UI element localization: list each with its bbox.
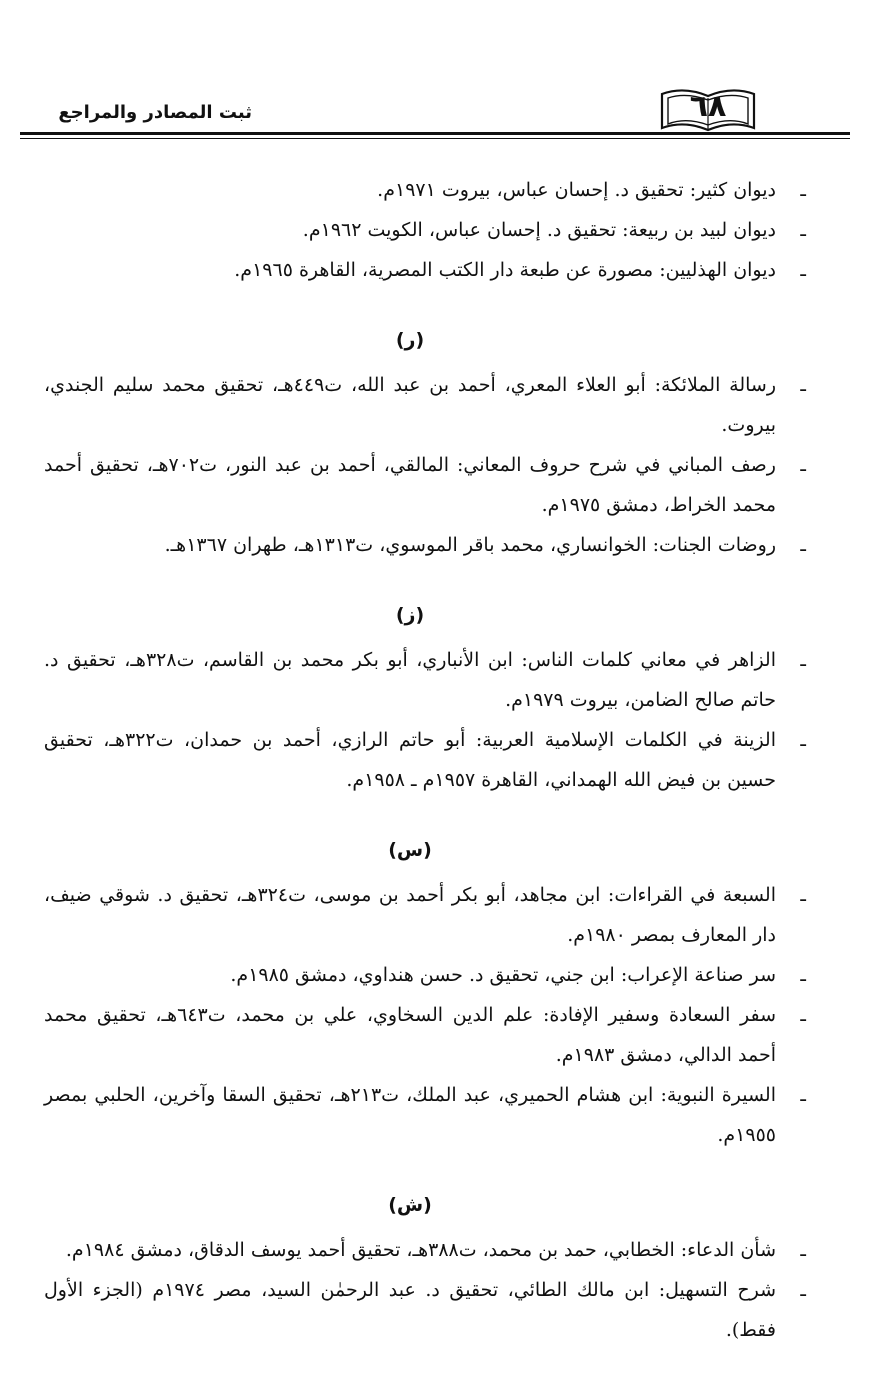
entry-text: شأن الدعاء: الخطابي، حمد بن محمد، ت٣٨٨هـ، تحقيق أحمد يوسف الدقاق، دمشق ١٩٨٤م.: [65, 1239, 776, 1261]
entry-text: الزينة في الكلمات الإسلامية العربية: أبو حاتم الرازي، أحمد بن حمدان، ت٣٢٢هـ، تحقيق حسين بن فيض الله الهمداني، القاهرة ١٩٥٧م ـ ١٩٥٨م.: [44, 729, 776, 791]
entry-text: الزاهر في معاني كلمات الناس: ابن الأنباري، أبو بكر محمد بن القاسم، ت٣٢٨هـ، تحقيق د. حاتم صالح الضامن، بيروت ١٩٧٩م.: [44, 649, 777, 711]
bullet-dash: ـ: [800, 534, 806, 556]
bullet-dash: ـ: [800, 259, 806, 281]
header-rule-thick: [20, 132, 850, 135]
entry-text: السبعة في القراءات: ابن مجاهد، أبو بكر أحمد بن موسى، ت٣٢٤هـ، تحقيق د. شوقي ضيف، دار المعارف بمصر ١٩٨٠م.: [44, 884, 776, 946]
entry-text: ديوان لبيد بن ربيعة: تحقيق د. إحسان عباس، الكويت ١٩٦٢م.: [302, 219, 776, 241]
section-heading-sin: (س): [388, 839, 432, 861]
bullet-dash: ـ: [800, 454, 806, 476]
list-item: [44, 445, 806, 525]
list-item: [44, 525, 806, 565]
section-heading-ra: (ر): [395, 329, 425, 351]
header-rule-thin: [20, 138, 850, 139]
bullet-dash: ـ: [800, 729, 806, 751]
entry-text: شرح التسهيل: ابن مالك الطائي، تحقيق د. عبد الرحمٰن السيد، مصر ١٩٧٤م (الجزء الأول فقط).: [44, 1279, 776, 1341]
entry-text: روضات الجنات: الخوانساري، محمد باقر الموسوي، ت١٣١٣هـ، طهران ١٣٦٧هـ.: [164, 534, 776, 556]
bullet-dash: ـ: [800, 374, 806, 396]
bullet-dash: ـ: [800, 219, 806, 241]
list-item: [44, 640, 806, 720]
section-heading-shin: (ش): [388, 1194, 432, 1216]
list-item: [44, 720, 806, 800]
list-item: [44, 365, 806, 445]
page-number: ٦٨: [689, 89, 727, 124]
list-item: [44, 250, 806, 290]
list-item: [44, 1230, 806, 1270]
list-item: [44, 170, 806, 210]
entry-text: ديوان الهذليين: مصورة عن طبعة دار الكتب المصرية، القاهرة ١٩٦٥م.: [234, 259, 776, 281]
bullet-dash: ـ: [800, 649, 806, 671]
entry-text: رصف المباني في شرح حروف المعاني: المالقي، أحمد بن عبد النور، ت٧٠٢هـ، تحقيق أحمد محمد الخراط، دمشق ١٩٧٥م.: [44, 454, 776, 516]
page-header: [20, 72, 850, 152]
bullet-dash: ـ: [800, 964, 806, 986]
list-item: [44, 1270, 806, 1350]
bullet-dash: ـ: [800, 1084, 806, 1106]
bullet-dash: ـ: [800, 179, 806, 201]
entry-text: ديوان كثير: تحقيق د. إحسان عباس، بيروت ١٩٧١م.: [377, 179, 776, 201]
bullet-dash: ـ: [800, 1004, 806, 1026]
bullet-dash: ـ: [800, 884, 806, 906]
running-title: ثبت المصادر والمراجع: [58, 102, 252, 123]
section-heading-zay: (ز): [395, 604, 425, 626]
list-item: [44, 210, 806, 250]
list-item: [44, 1075, 806, 1155]
bibliography-list: [44, 170, 806, 1350]
entry-text: رسالة الملائكة: أبو العلاء المعري، أحمد بن عبد الله، ت٤٤٩هـ، تحقيق محمد سليم الجندي، بيروت.: [44, 374, 776, 436]
page-number-badge: [658, 84, 758, 132]
entry-text: السيرة النبوية: ابن هشام الحميري، عبد الملك، ت٢١٣هـ، تحقيق السقا وآخرين، الحلبي بمصر ١٩٥٥م.: [44, 1084, 776, 1146]
list-item: [44, 875, 806, 955]
list-item: [44, 955, 806, 995]
entry-text: سفر السعادة وسفير الإفادة: علم الدين السخاوي، علي بن محمد، ت٦٤٣هـ، تحقيق محمد أحمد الدالي، دمشق ١٩٨٣م.: [44, 1004, 776, 1066]
list-item: [44, 995, 806, 1075]
entry-text: سر صناعة الإعراب: ابن جني، تحقيق د. حسن هنداوي، دمشق ١٩٨٥م.: [230, 964, 776, 986]
bullet-dash: ـ: [800, 1239, 806, 1261]
bullet-dash: ـ: [800, 1279, 806, 1301]
